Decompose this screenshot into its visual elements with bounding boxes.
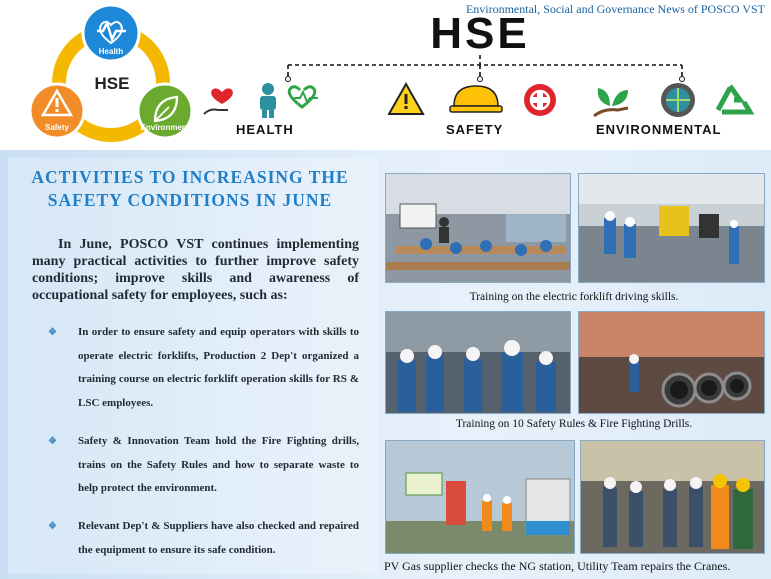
photo-caption: Training on the electric forklift driving skills.	[469, 291, 679, 303]
photo-classroom-training	[385, 173, 571, 283]
category-environmental: ENVIRONMENTAL	[596, 122, 722, 137]
photo-caption: Training on 10 Safety Rules & Fire Fighting Drills.	[455, 418, 693, 430]
health-icons	[200, 80, 335, 120]
ring-center-label: HSE	[94, 74, 130, 93]
article-headline: ACTIVITIES TO INCREASING THE SAFETY CONDITIONS IN JUNE	[31, 167, 349, 210]
bullet-item	[48, 321, 359, 415]
diamond-bullet-icon: ❖	[48, 521, 57, 532]
bullet-text: Relevant Dep't & Suppliers have also checked and repaired the equipment to ensure its safe condition.	[78, 520, 359, 556]
photo-caption: PV Gas supplier checks the NG station, Utility Team repairs the Cranes.	[384, 559, 731, 573]
photo-ng-station-check	[385, 440, 575, 554]
category-safety: SAFETY	[446, 122, 504, 137]
bullet-text: In order to ensure safety and equip operators with skills to operate electric forklifts, Production 2 Dep't organized a training course on electric forklift operation skills for RS & LSC employees.	[78, 326, 359, 409]
ring-safety-label: Safety	[44, 123, 69, 132]
newsletter-title: Environmental, Social and Governance News of POSCO VST	[465, 2, 765, 16]
diamond-bullet-icon: ❖	[48, 436, 57, 447]
hand-heart-icon	[204, 88, 233, 114]
plant-hand-icon	[594, 88, 628, 116]
person-icon	[260, 83, 276, 118]
pulse-line-icon	[289, 87, 318, 107]
bullet-item	[48, 515, 359, 562]
category-health: HEALTH	[236, 122, 294, 137]
photo-crane-repair	[580, 440, 765, 554]
photo-fire-fighting-drill	[578, 311, 765, 414]
safety-icons	[388, 82, 568, 120]
bullet-text: Safety & Innovation Team hold the Fire Fighting drills, trains on the Safety Rules and how to separate waste to help protect the environment.	[78, 435, 359, 495]
photo-safety-rules-training	[385, 311, 571, 414]
globe-gear-icon	[661, 83, 695, 117]
bullet-item	[48, 430, 359, 501]
ring-health-label: Health	[98, 47, 124, 56]
hse-title: HSE	[430, 9, 530, 58]
ring-environment-label: Environment	[140, 123, 190, 132]
hard-hat-icon	[450, 86, 502, 112]
recycle-icon	[718, 86, 750, 112]
environment-icons	[590, 80, 765, 120]
photo-forklift-training	[578, 173, 765, 283]
article-intro: In June, POSCO VST continues implementing many practical activities to further improve safety conditions; improve skills and awareness of occupational safety for employees, such as:	[32, 237, 359, 303]
safety-badge-icon	[524, 84, 556, 116]
warning-triangle-icon	[389, 84, 423, 114]
diamond-bullet-icon: ❖	[48, 327, 57, 338]
